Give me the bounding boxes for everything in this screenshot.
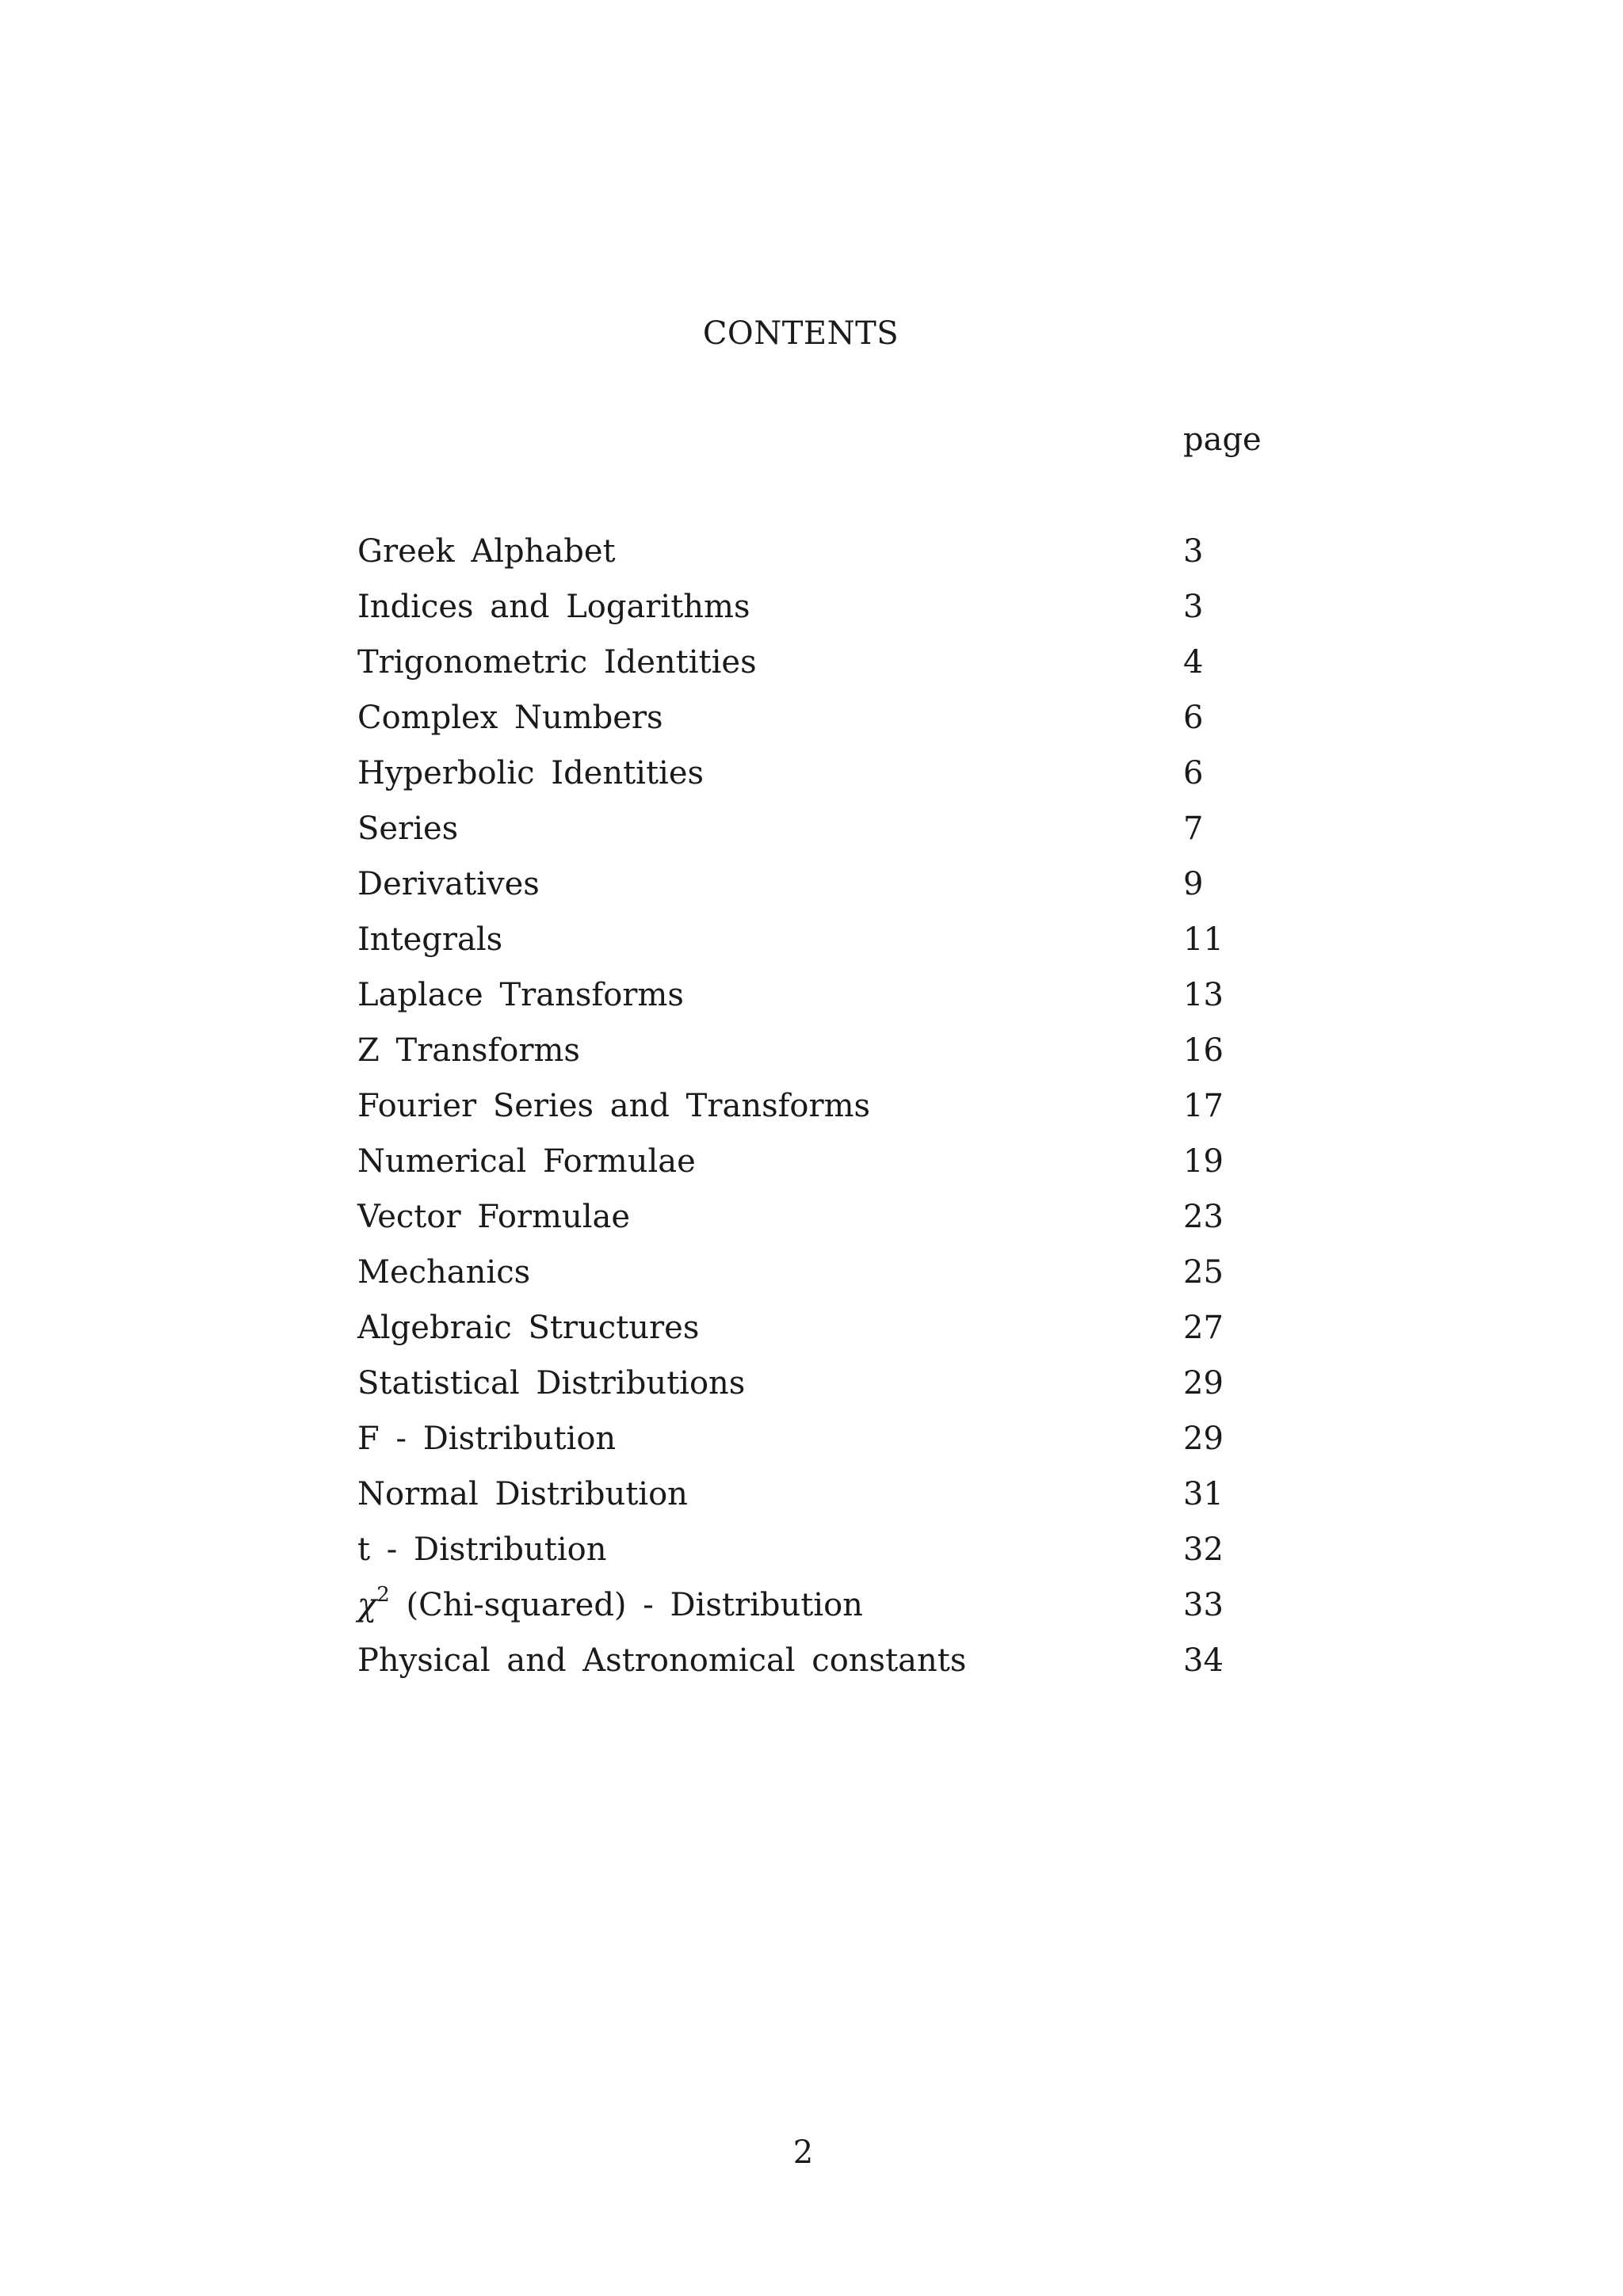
footer-page-number: 2 [792, 2134, 814, 2171]
toc-entry-page: 19 [1183, 1143, 1224, 1180]
toc-entry-label: Series [357, 810, 459, 847]
toc-row-mechanics[interactable] [357, 1252, 1269, 1307]
toc-entry-page: 27 [1183, 1310, 1224, 1346]
toc-entry-label: Laplace Transforms [357, 977, 684, 1013]
toc-entry-label: Z Transforms [357, 1032, 580, 1069]
chi-symbol: χ [357, 1587, 377, 1623]
toc-row-trigonometric-identities[interactable] [357, 642, 1269, 697]
toc-entry-page: 6 [1183, 755, 1204, 791]
toc-entry-page: 3 [1183, 533, 1204, 570]
toc-entry-page: 13 [1183, 977, 1224, 1013]
toc-entry-label: Numerical Formulae [357, 1143, 696, 1180]
toc-row-integrals[interactable] [357, 919, 1269, 974]
toc-row-statistical-distributions[interactable] [357, 1363, 1269, 1418]
toc-entry-page: 3 [1183, 589, 1204, 625]
toc-row-greek-alphabet[interactable] [357, 531, 1269, 586]
toc-entry-page: 33 [1183, 1587, 1224, 1623]
toc-entry-label: Physical and Astronomical constants [357, 1642, 967, 1679]
page-column-header: page [1183, 421, 1262, 458]
toc-entry-page: 31 [1183, 1476, 1224, 1512]
toc-entry-label: Normal Distribution [357, 1476, 688, 1512]
toc-entry-page: 29 [1183, 1421, 1224, 1457]
toc-entry-page: 11 [1183, 921, 1224, 958]
toc-entry-label: Derivatives [357, 866, 540, 902]
toc-entry-page: 34 [1183, 1642, 1224, 1679]
toc-entry-label: Statistical Distributions [357, 1365, 746, 1402]
toc-entry-label: Hyperbolic Identities [357, 755, 705, 791]
toc-row-indices-logarithms[interactable] [357, 586, 1269, 642]
toc-entry-label: Complex Numbers [357, 700, 663, 736]
toc-entry-page: 29 [1183, 1365, 1224, 1402]
toc-entry-label: t - Distribution [357, 1531, 607, 1568]
toc-entry-label: Mechanics [357, 1254, 531, 1291]
toc-row-physical-astronomical-constants[interactable] [357, 1640, 1269, 1695]
toc-entry-label-group [357, 1585, 863, 1626]
toc-entry-label: (Chi-squared) - Distribution [389, 1587, 863, 1623]
toc-entry-page: 7 [1183, 810, 1204, 847]
toc-entry-page: 23 [1183, 1199, 1224, 1235]
toc-row-laplace-transforms[interactable] [357, 974, 1269, 1030]
toc-row-series[interactable] [357, 808, 1269, 864]
toc-row-fourier-series-transforms[interactable] [357, 1085, 1269, 1141]
toc-entry-page: 6 [1183, 700, 1204, 736]
toc-row-numerical-formulae[interactable] [357, 1141, 1269, 1196]
toc-entry-label: F - Distribution [357, 1421, 617, 1457]
toc-entry-label: Indices and Logarithms [357, 589, 750, 625]
toc-entry-page: 32 [1183, 1531, 1224, 1568]
toc-row-vector-formulae[interactable] [357, 1196, 1269, 1252]
toc-row-z-transforms[interactable] [357, 1030, 1269, 1085]
toc-entry-page: 4 [1183, 644, 1204, 681]
toc-entry-label: Integrals [357, 921, 503, 958]
toc-row-hyperbolic-identities[interactable] [357, 753, 1269, 808]
toc-row-complex-numbers[interactable] [357, 697, 1269, 753]
page-title: CONTENTS [702, 315, 899, 352]
toc-entry-page: 16 [1183, 1032, 1224, 1069]
toc-entry-page: 25 [1183, 1254, 1224, 1291]
toc-entry-label: Greek Alphabet [357, 533, 616, 570]
toc-entry-label: Fourier Series and Transforms [357, 1088, 871, 1124]
toc-entry-label: Trigonometric Identities [357, 644, 757, 681]
toc-row-t-distribution[interactable] [357, 1529, 1269, 1585]
table-of-contents [357, 531, 1269, 1695]
toc-entry-label: Vector Formulae [357, 1199, 631, 1235]
toc-row-chi-squared-distribution[interactable] [357, 1585, 1269, 1640]
toc-entry-page: 9 [1183, 866, 1204, 902]
toc-row-algebraic-structures[interactable] [357, 1307, 1269, 1363]
toc-row-normal-distribution[interactable] [357, 1474, 1269, 1529]
chi-superscript: 2 [376, 1583, 390, 1607]
toc-entry-label: Algebraic Structures [357, 1310, 700, 1346]
toc-row-f-distribution[interactable] [357, 1418, 1269, 1474]
toc-row-derivatives[interactable] [357, 864, 1269, 919]
toc-entry-page: 17 [1183, 1088, 1224, 1124]
